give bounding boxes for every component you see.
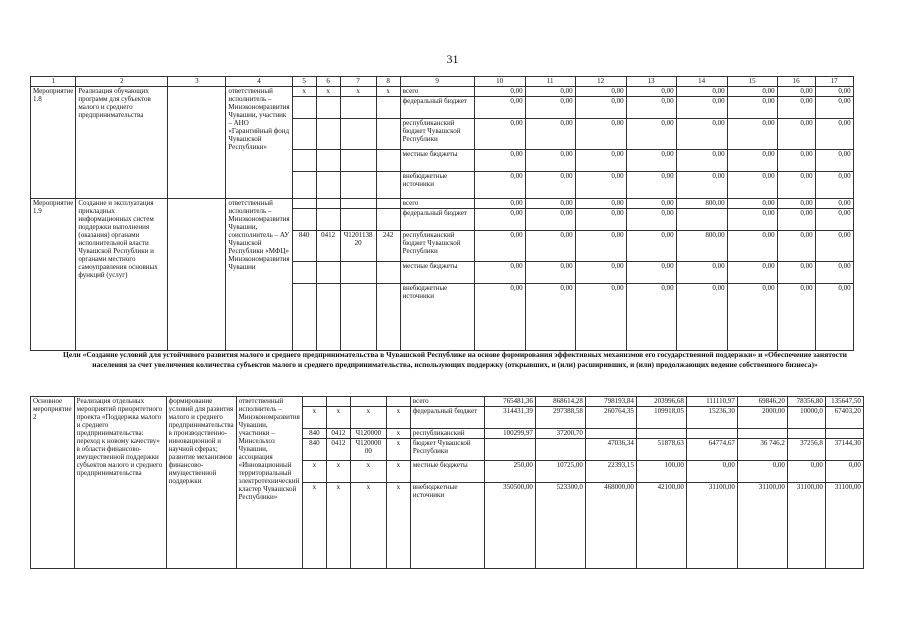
year-value — [676, 209, 727, 231]
year-value: 0,00 — [525, 199, 575, 209]
goal-heading: Цели «Создание условий для устойчивого развития малого и среднего предпринимательства в Чувашской Республике на основе формирования эффективных механизмов его государственной поддержки» и «Обеспечение занятости населения за счет увеличения количества субъектов малого и среднего предпринимательства, использующих поддержку (открывших, и (или) расширивших, и (или) продолжающих ведение собственного бизнеса)» — [63, 350, 847, 369]
code-section — [316, 262, 340, 284]
year-value: 0,00 — [626, 97, 676, 119]
budget-table-bottom — [30, 396, 864, 569]
funding-source: федеральный бюджет — [400, 209, 474, 231]
code-section — [316, 97, 340, 119]
funding-row — [31, 199, 854, 209]
column-number: 8 — [376, 77, 400, 87]
year-value: 0,00 — [787, 461, 825, 483]
year-value: 0,00 — [815, 199, 853, 209]
year-value: 0,00 — [575, 87, 626, 97]
year-value: 800,00 — [676, 199, 727, 209]
funding-source: внебюджетные источники — [400, 172, 474, 199]
year-value: 0,00 — [626, 284, 676, 351]
code-expense-group — [376, 209, 400, 231]
year-value: 0,00 — [676, 119, 727, 150]
year-value: 0,00 — [626, 150, 676, 172]
year-value — [585, 429, 636, 439]
budget-table-top — [30, 76, 854, 351]
code-target-article: Ч1201138 20 — [340, 231, 376, 262]
code-section: x — [326, 483, 350, 569]
year-value: 78356,80 — [787, 397, 825, 407]
year-value: 0,00 — [727, 172, 777, 199]
code-grbs: x — [302, 483, 326, 569]
year-value: 0,00 — [575, 199, 626, 209]
code-target-article: x — [350, 407, 386, 429]
year-value: 0,00 — [474, 231, 525, 262]
year-value: 111110,97 — [686, 397, 737, 407]
code-expense-group — [376, 172, 400, 199]
code-target-article — [340, 150, 376, 172]
code-target-article — [340, 262, 376, 284]
code-section — [326, 397, 350, 407]
funding-source: местные бюджеты — [400, 150, 474, 172]
measure-name: Создание и эксплуатация прикладных информационных систем поддержки выполнения (оказания) органами исполнительной власти Чувашской Республики и органами местного самоуправления основных функций (услуг) — [76, 199, 168, 351]
code-grbs — [292, 119, 316, 150]
measure-goal — [168, 199, 226, 351]
year-value: 0,00 — [525, 119, 575, 150]
code-target-article — [340, 97, 376, 119]
year-value: 0,00 — [727, 97, 777, 119]
year-value: 0,00 — [686, 461, 737, 483]
code-expense-group: x — [386, 461, 410, 483]
year-value: 0,00 — [575, 231, 626, 262]
year-value: 0,00 — [575, 119, 626, 150]
year-value: 260764,35 — [585, 407, 636, 429]
code-expense-group: x — [376, 87, 400, 97]
year-value: 0,00 — [575, 284, 626, 351]
funding-source: внебюджетные источники — [400, 284, 474, 351]
year-value: 468000,00 — [585, 483, 636, 569]
measure-block-1-9 — [31, 199, 854, 351]
code-expense-group — [376, 150, 400, 172]
measure-label: Мероприятие 1.8 — [31, 87, 76, 199]
year-value: 0,00 — [474, 119, 525, 150]
year-value: 0,00 — [474, 97, 525, 119]
code-grbs: 840 — [302, 439, 326, 461]
funding-source: всего — [400, 87, 474, 97]
year-value: 0,00 — [525, 231, 575, 262]
year-value: 0,00 — [525, 209, 575, 231]
year-value: 0,00 — [626, 231, 676, 262]
year-value: 31100,00 — [787, 483, 825, 569]
year-value: 15236,30 — [686, 407, 737, 429]
year-value: 350500,00 — [484, 483, 535, 569]
funding-source: местные бюджеты — [410, 461, 484, 483]
column-number: 2 — [76, 77, 168, 87]
code-section: x — [316, 87, 340, 97]
year-value: 0,00 — [626, 209, 676, 231]
year-value: 868614,28 — [535, 397, 585, 407]
column-number: 4 — [226, 77, 292, 87]
year-value: 0,00 — [815, 231, 853, 262]
measure-name: Реализация обучающих программ для субъектов малого и среднего предпринимательства — [76, 87, 168, 199]
funding-source: бюджет Чувашской Республики — [410, 439, 484, 461]
code-expense-group — [376, 97, 400, 119]
code-expense-group: x — [386, 439, 410, 461]
code-section: x — [326, 407, 350, 429]
year-value: 0,00 — [777, 199, 815, 209]
year-value: 2000,00 — [737, 407, 787, 429]
year-value: 0,00 — [815, 262, 853, 284]
year-value: 37256,8 — [787, 439, 825, 461]
year-value: 0,00 — [676, 284, 727, 351]
year-value: 798193,84 — [585, 397, 636, 407]
year-value: 0,00 — [815, 209, 853, 231]
column-number-row — [31, 77, 854, 87]
year-value: 0,00 — [727, 150, 777, 172]
code-target-article — [340, 199, 376, 209]
responsible-executor: ответственный исполнитель – Минэкономразвития Чувашии, участники – Минсельхоз Чувашии, ассоциация «Инновационный территориальный электротехнический кластер Чувашской Республики» — [236, 397, 302, 569]
code-expense-group — [386, 397, 410, 407]
year-value: 0,00 — [474, 87, 525, 97]
measure-block-1-8 — [31, 87, 854, 199]
year-value: 69846,20 — [737, 397, 787, 407]
code-section — [316, 209, 340, 231]
year-value — [787, 429, 825, 439]
code-grbs: 840 — [302, 429, 326, 439]
year-value: 0,00 — [474, 209, 525, 231]
column-number: 11 — [525, 77, 575, 87]
code-expense-group: x — [386, 483, 410, 569]
year-value: 0,00 — [676, 87, 727, 97]
year-value: 51878,63 — [636, 439, 686, 461]
year-value: 0,00 — [525, 150, 575, 172]
year-value: 0,00 — [777, 284, 815, 351]
year-value: 0,00 — [676, 262, 727, 284]
year-value: 0,00 — [474, 172, 525, 199]
year-value: 37200,70 — [535, 429, 585, 439]
year-value — [636, 429, 686, 439]
year-value: 800,00 — [676, 231, 727, 262]
funding-source: внебюджетные источники — [410, 483, 484, 569]
year-value: 0,00 — [727, 209, 777, 231]
year-value: 67403,20 — [825, 407, 863, 429]
code-section — [316, 150, 340, 172]
year-value: 0,00 — [777, 262, 815, 284]
column-number: 5 — [292, 77, 316, 87]
year-value: 0,00 — [777, 97, 815, 119]
year-value: 0,00 — [777, 231, 815, 262]
year-value: 0,00 — [815, 150, 853, 172]
code-grbs — [292, 262, 316, 284]
funding-source: федеральный бюджет — [410, 407, 484, 429]
year-value: 0,00 — [825, 461, 863, 483]
year-value: 0,00 — [575, 209, 626, 231]
measure-label: Мероприятие 1.9 — [31, 199, 76, 351]
column-number: 3 — [168, 77, 226, 87]
code-expense-group: 242 — [376, 231, 400, 262]
measure-goal: формирование условий для развития малого и среднего предпринимательства в производственно-инновационной и научной сферах; развитие механизмов финансово-имущественной поддержки — [166, 397, 236, 569]
funding-row — [31, 397, 864, 407]
year-value: 0,00 — [777, 209, 815, 231]
funding-row — [31, 87, 854, 97]
year-value: 109918,05 — [636, 407, 686, 429]
funding-source: всего — [400, 199, 474, 209]
year-value: 0,00 — [777, 150, 815, 172]
year-value: 0,00 — [626, 199, 676, 209]
page-number: 31 — [446, 52, 459, 66]
year-value: 0,00 — [525, 262, 575, 284]
year-value — [484, 439, 535, 461]
year-value: 100299,97 — [484, 429, 535, 439]
code-grbs — [292, 150, 316, 172]
code-grbs — [292, 199, 316, 209]
column-number: 12 — [575, 77, 626, 87]
year-value: 0,00 — [676, 97, 727, 119]
year-value: 31100,00 — [825, 483, 863, 569]
code-target-article — [340, 209, 376, 231]
code-section — [316, 284, 340, 351]
column-number: 13 — [626, 77, 676, 87]
year-value: 135647,50 — [825, 397, 863, 407]
year-value: 64774,67 — [686, 439, 737, 461]
year-value: 0,00 — [525, 172, 575, 199]
year-value: 0,00 — [727, 262, 777, 284]
code-target-article — [340, 119, 376, 150]
year-value: 0,00 — [777, 87, 815, 97]
year-value: 0,00 — [737, 461, 787, 483]
column-number: 7 — [340, 77, 376, 87]
year-value — [535, 439, 585, 461]
code-expense-group — [376, 119, 400, 150]
year-value: 0,00 — [626, 172, 676, 199]
code-target-article: x — [350, 461, 386, 483]
code-section — [316, 172, 340, 199]
year-value: 31100,00 — [686, 483, 737, 569]
year-value: 31100,00 — [737, 483, 787, 569]
column-number: 16 — [777, 77, 815, 87]
year-value: 0,00 — [525, 87, 575, 97]
year-value: 0,00 — [676, 150, 727, 172]
code-target-article — [340, 172, 376, 199]
code-section: 0412 — [326, 439, 350, 461]
code-section: x — [326, 461, 350, 483]
funding-source: республиканский бюджет Чувашской Республики — [400, 119, 474, 150]
year-value: 0,00 — [676, 172, 727, 199]
year-value: 0,00 — [815, 284, 853, 351]
year-value: 297388,58 — [535, 407, 585, 429]
column-number: 6 — [316, 77, 340, 87]
year-value: 47036,34 — [585, 439, 636, 461]
year-value: 100,00 — [636, 461, 686, 483]
year-value: 0,00 — [575, 97, 626, 119]
year-value: 0,00 — [727, 119, 777, 150]
year-value: 0,00 — [626, 262, 676, 284]
code-grbs: x — [302, 407, 326, 429]
measure-label: Основное мероприятие 2 — [31, 397, 75, 569]
code-grbs: x — [302, 461, 326, 483]
year-value: 0,00 — [525, 284, 575, 351]
measure-name: Реализация отдельных мероприятий приоритетного проекта «Поддержка малого и среднего предпринимательства: переход к новому качеству» в области финансово-имущественной поддержки субъектов малого и среднего предпринимательства — [74, 397, 166, 569]
code-grbs — [292, 97, 316, 119]
year-value: 0,00 — [575, 172, 626, 199]
code-expense-group — [376, 284, 400, 351]
funding-source: республиканский бюджет Чувашской Республики — [400, 231, 474, 262]
funding-source: местные бюджеты — [400, 262, 474, 284]
funding-source: республиканский — [410, 429, 484, 439]
year-value: 0,00 — [474, 199, 525, 209]
code-section: 0412 — [326, 429, 350, 439]
code-grbs — [292, 284, 316, 351]
year-value: 523300,0 — [535, 483, 585, 569]
code-grbs: x — [292, 87, 316, 97]
code-grbs — [292, 172, 316, 199]
year-value: 36 746,2 — [737, 439, 787, 461]
year-value: 22393,15 — [585, 461, 636, 483]
code-expense-group: x — [386, 429, 410, 439]
year-value: 10000,0 — [787, 407, 825, 429]
code-section — [316, 199, 340, 209]
column-number: 10 — [474, 77, 525, 87]
code-expense-group: x — [386, 407, 410, 429]
responsible-executor: ответственный исполнитель – Минэкономразвития Чувашии, соисполнитель – АУ Чувашской Республики «МФЦ» Минэкономразвития Чувашии — [226, 199, 292, 351]
year-value — [825, 429, 863, 439]
year-value: 250,00 — [484, 461, 535, 483]
year-value: 10725,00 — [535, 461, 585, 483]
year-value: 0,00 — [777, 119, 815, 150]
year-value: 0,00 — [575, 150, 626, 172]
code-target-article — [350, 397, 386, 407]
year-value: 42100,00 — [636, 483, 686, 569]
measure-goal — [168, 87, 226, 199]
year-value: 0,00 — [815, 172, 853, 199]
year-value: 0,00 — [727, 199, 777, 209]
column-number: 1 — [31, 77, 76, 87]
code-grbs — [292, 209, 316, 231]
code-target-article: Ч120000 00 — [350, 439, 386, 461]
column-number: 14 — [676, 77, 727, 87]
year-value: 0,00 — [626, 119, 676, 150]
code-target-article: x — [340, 87, 376, 97]
code-section — [316, 119, 340, 150]
year-value: 0,00 — [474, 150, 525, 172]
code-expense-group — [376, 262, 400, 284]
year-value: 0,00 — [727, 87, 777, 97]
year-value: 0,00 — [815, 119, 853, 150]
code-grbs: 840 — [292, 231, 316, 262]
responsible-executor: ответственный исполнитель – Минэкономразвития Чувашии, участник – АНО «Гарантийный фонд Чувашской Республики» — [226, 87, 292, 199]
year-value: 0,00 — [815, 97, 853, 119]
funding-source: всего — [410, 397, 484, 407]
column-number: 17 — [815, 77, 853, 87]
code-section: 0412 — [316, 231, 340, 262]
column-number: 15 — [727, 77, 777, 87]
year-value: 0,00 — [474, 284, 525, 351]
year-value: 0,00 — [727, 231, 777, 262]
funding-source: федеральный бюджет — [400, 97, 474, 119]
column-number: 9 — [400, 77, 474, 87]
code-target-article — [340, 284, 376, 351]
year-value: 37144,30 — [825, 439, 863, 461]
year-value: 0,00 — [626, 87, 676, 97]
year-value: 0,00 — [777, 172, 815, 199]
code-target-article: x — [350, 483, 386, 569]
year-value: 0,00 — [474, 262, 525, 284]
main-measure-block-2 — [31, 397, 864, 569]
year-value: 0,00 — [575, 262, 626, 284]
year-value: 314431,39 — [484, 407, 535, 429]
code-grbs — [302, 397, 326, 407]
code-target-article: Ч120000 — [350, 429, 386, 439]
year-value: 765481,36 — [484, 397, 535, 407]
year-value: 0,00 — [525, 97, 575, 119]
code-expense-group — [376, 199, 400, 209]
year-value — [686, 429, 737, 439]
year-value: 203996,68 — [636, 397, 686, 407]
year-value: 0,00 — [727, 284, 777, 351]
year-value: 0,00 — [815, 87, 853, 97]
year-value — [737, 429, 787, 439]
